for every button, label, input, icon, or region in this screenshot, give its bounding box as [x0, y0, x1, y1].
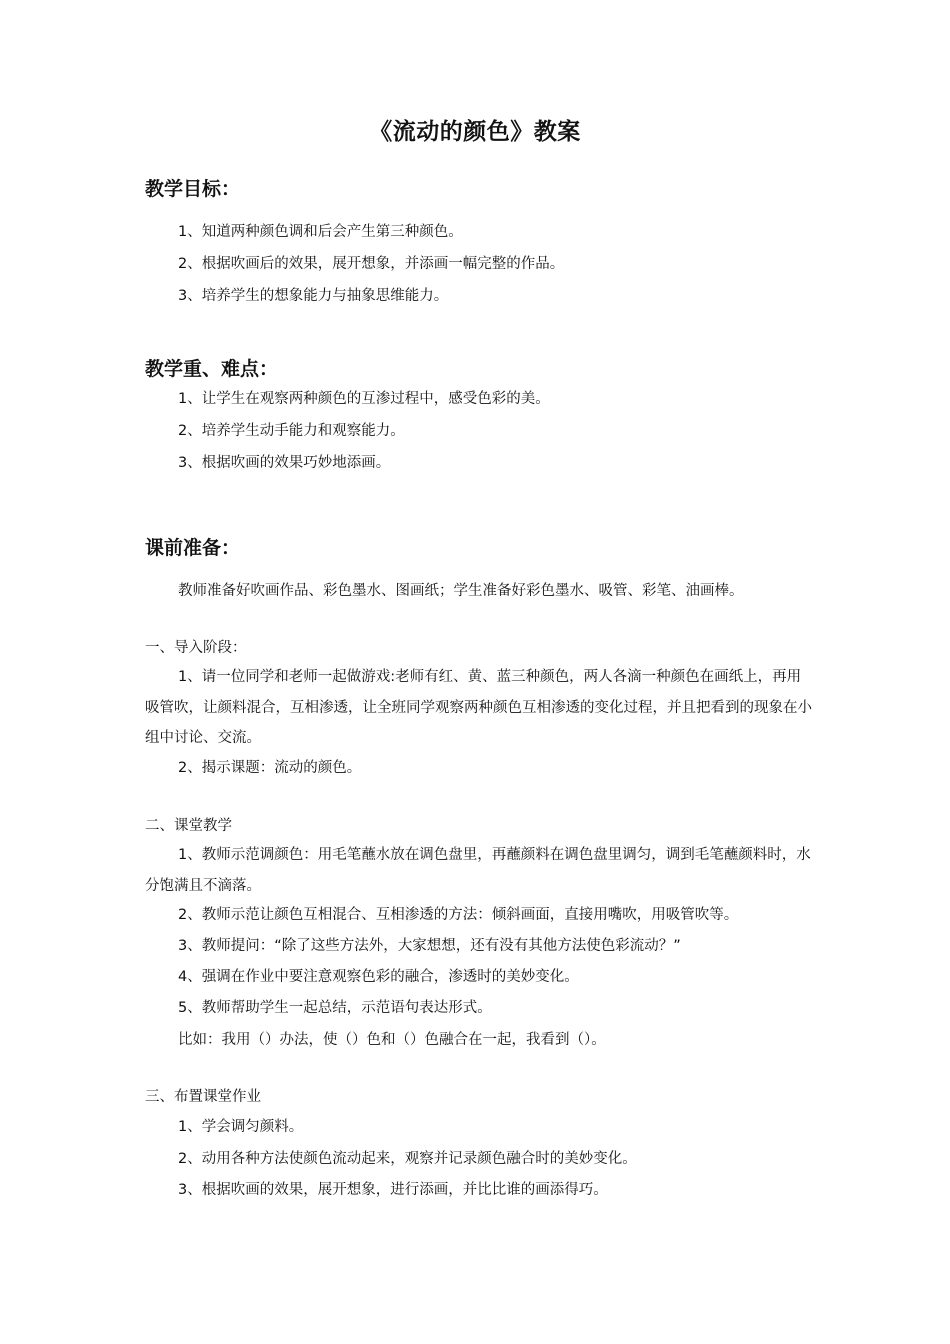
key-points-heading: 教学重、难点： — [145, 358, 279, 380]
stage3-item: 1、学会调匀颜料。 — [178, 1119, 304, 1135]
stage1-heading: 一、导入阶段： — [145, 640, 247, 656]
preparation-heading: 课前准备： — [145, 537, 241, 559]
objective-item: 2、根据吹画后的效果，展开想象，并添画一幅完整的作品。 — [178, 256, 565, 272]
stage2-item: 5、教师帮助学生一起总结，示范语句表达形式。 — [178, 1000, 492, 1016]
stage2-item: 1、教师示范调颜色：用毛笔蘸水放在调色盘里，再蘸颜料在调色盘里调匀，调到毛笔蘸颜料时，水分饱满且不滴落。 — [145, 847, 811, 894]
key-point-item: 2、培养学生动手能力和观察能力。 — [178, 423, 405, 439]
key-point-item: 1、让学生在观察两种颜色的互渗过程中，感受色彩的美。 — [178, 391, 550, 407]
document-title: 《流动的颜色》教案 — [369, 119, 581, 145]
stage1-item: 2、揭示课题：流动的颜色。 — [178, 760, 362, 776]
stage3-item: 2、动用各种方法使颜色流动起来，观察并记录颜色融合时的美妙变化。 — [178, 1151, 637, 1167]
stage2-item: 3、教师提问：“除了这些方法外，大家想想，还有没有其他方法使色彩流动？” — [178, 938, 681, 954]
preparation-text: 教师准备好吹画作品、彩色墨水、图画纸；学生准备好彩色墨水、吸管、彩笔、油画棒。 — [178, 583, 744, 599]
stage2-item: 4、强调在作业中要注意观察色彩的融合，渗透时的美妙变化。 — [178, 969, 579, 985]
stage3-item: 3、根据吹画的效果，展开想象，进行添画，并比比谁的画添得巧。 — [178, 1182, 608, 1198]
stage2-item: 2、教师示范让颜色互相混合、互相渗透的方法：倾斜画面，直接用嘴吹，用吸管吹等。 — [178, 907, 739, 923]
stage1-item: 1、请一位同学和老师一起做游戏:老师有红、黄、蓝三种颜色，两人各滴一种颜色在画纸上，再用吸管吹，让颜料混合，互相渗透，让全班同学观察两种颜色互相渗透的变化过程，并且把看到的现象在小组中讨论、交流。 — [145, 669, 812, 746]
objective-item: 3、培养学生的想象能力与抽象思维能力。 — [178, 288, 449, 304]
stage2-heading: 二、课堂教学 — [145, 818, 232, 834]
objective-item: 1、知道两种颜色调和后会产生第三种颜色。 — [178, 224, 463, 240]
key-point-item: 3、根据吹画的效果巧妙地添画。 — [178, 455, 391, 471]
stage2-example: 比如：我用（）办法，使（）色和（）色融合在一起，我看到（）。 — [178, 1032, 606, 1048]
stage3-heading: 三、布置课堂作业 — [145, 1089, 261, 1105]
objectives-heading: 教学目标： — [145, 178, 241, 200]
